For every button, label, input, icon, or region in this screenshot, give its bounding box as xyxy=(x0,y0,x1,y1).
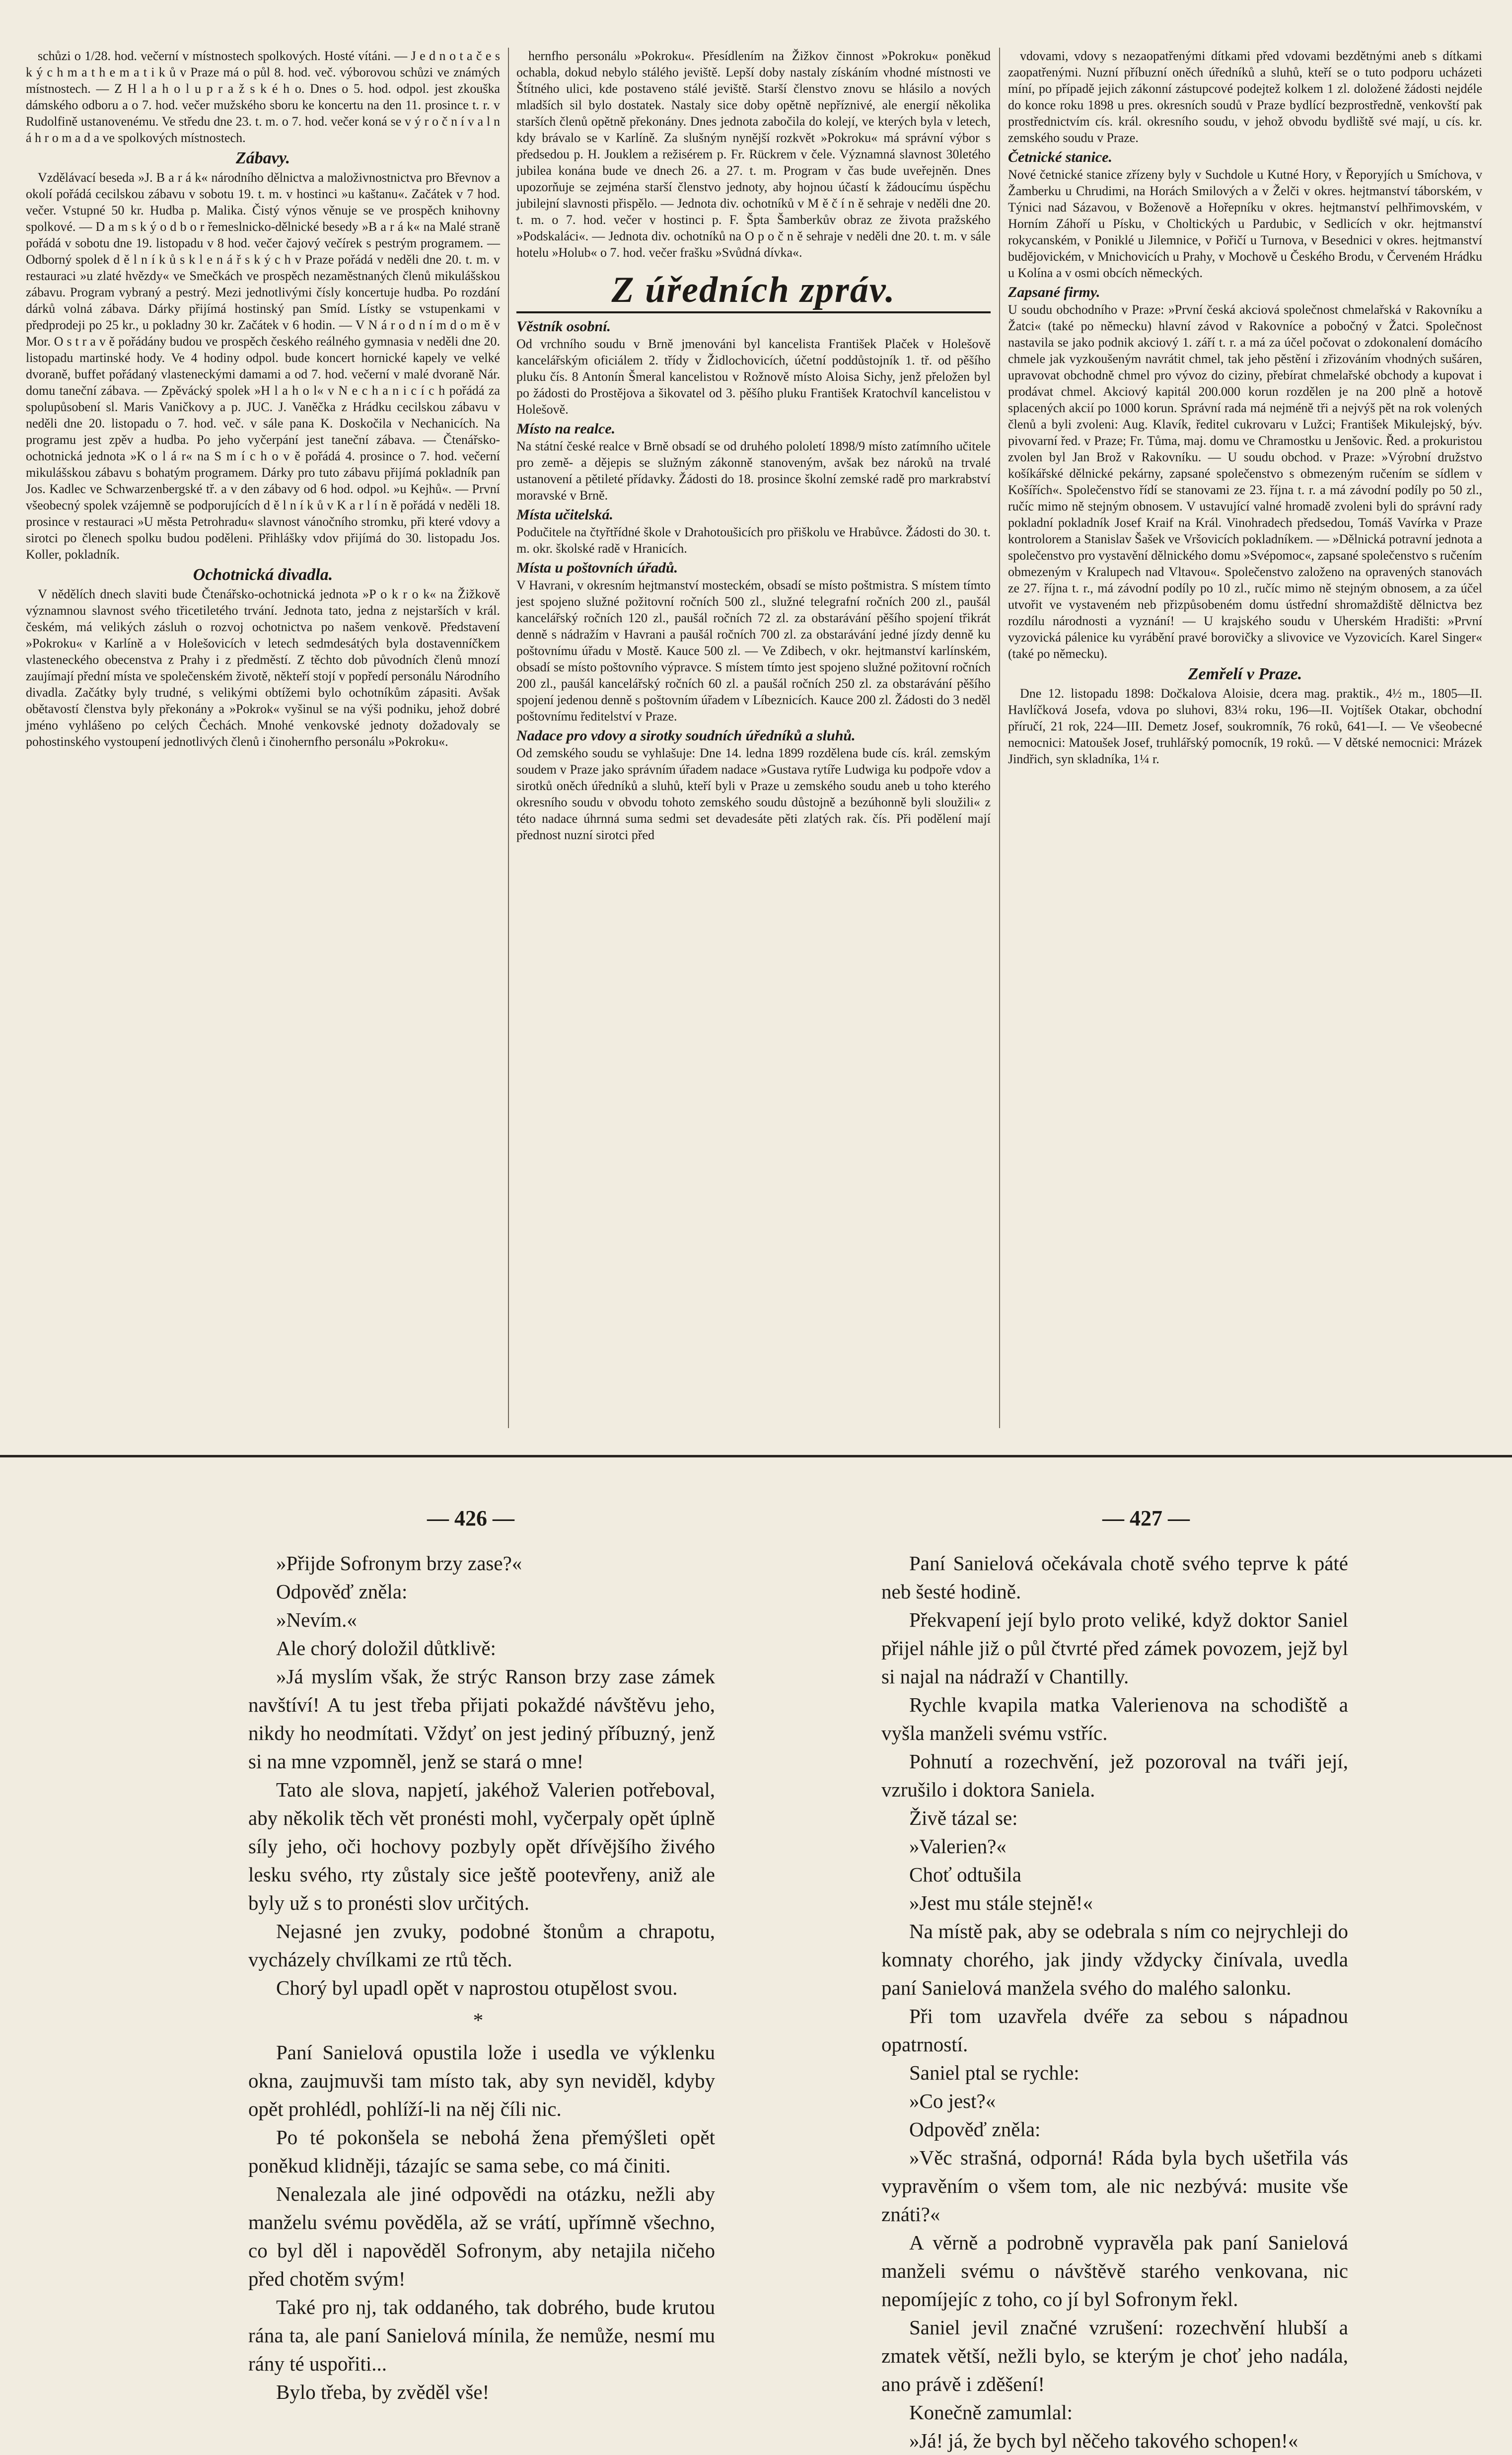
paragraph: Pohnutí a rozechvění, jež pozoroval na tváři její, vzrušilo i doktora Saniela. xyxy=(881,1750,1348,1801)
paragraph: »Nevím.« xyxy=(276,1608,357,1631)
subsection-heading: Zapsané firmy. xyxy=(1008,284,1100,300)
section-heading: Ochotnická divadla. xyxy=(193,566,333,584)
paragraph: vdovami, vdovy s nezaopatřenými dítkami před vdovami bezdětnými aneb s dítkami zaopatřenými. Nuzní příbuzní oněch úředníků a sluhů, kteří se o tuto podporu ucházeti míní, po případě jejich zákonní zástupcové podejtež kolkem 1 zl. doložené žádosti nejdéle do konce roku 1898 u pres. okresních soudů v Praze bydlící bezprostředně, venkovští pak prostřednictvím cís. král. okresního soudu, v jehož obvodu bydliště své mají, u cís. kr. zemského soudu v Praze. xyxy=(1008,49,1482,145)
paragraph: Odpověď zněla: xyxy=(909,2118,1041,2141)
paragraph: Dne 12. listopadu 1898: Dočkalova Aloisie, dcera mag. praktik., 4½ m., 1805—II. Havlíčková Josefa, vdova po sluhovi, 83¼ roku, 196—II. Vojtíšek Otakar, obchodní příručí, 21 rok, 224—III. Demetz Josef, soukromník, 76 roků, 641—I. — Ve všeobecné nemocnici: Matoušek Josef, truhlářský pomocník, 19 roků. — V dětské nemocnici: Mrázek Jindřich, syn skladníka, 1¼ r. xyxy=(1008,686,1482,766)
paragraph: Od vrchního soudu v Brně jmenováni byl kancelista František Plaček v Holešově kancelářským oficiálem 2. třídy v Židlochovicích, účetní poddůstojník 1. tř. od pěšího pluku čís. 8 Antonín Šmeral kancelistou v Rožnově místo Aloisa Sichy, jenž přeložen byl po žádosti do Prostějova a šikovatel od 3. pěšího pluku František Kratochvíl kancelistou v Holešově. xyxy=(516,337,991,417)
paragraph: Rychle kvapila matka Valerienova na schodiště a vyšla manželi svému vstříc. xyxy=(881,1693,1348,1744)
column-3 xyxy=(1008,48,1482,1433)
subsection-heading: Nadace pro vdovy a sirotky soudních úředníků a sluhů. xyxy=(516,727,856,744)
subsection-heading: Věstník osobní. xyxy=(516,318,611,335)
paragraph: Na státní české realce v Brně obsadí se od druhého pololetí 1898/9 místo zatímního učitele pro země- a dějepis se služným zákonně stanoveným, avšak bez nároků na trvalé ustanovení a pětileté přídavky. Žádosti do 18. prosince školní zemské radě pro markrabství moravské v Brně. xyxy=(516,439,991,503)
paragraph: Na místě pak, aby se odebrala s ním co nejrychleji do komnaty chorého, jak jindy vždycky činívala, uvedla paní Sanielová manžela svého do malého salonku. xyxy=(881,1920,1348,1999)
subsection-heading: Místa u poštovních úřadů. xyxy=(516,560,678,576)
paragraph: Nenalezala ale jiné odpovědi na otázku, nežli aby manželu svému pověděla, až se vrátí, upřímně všechno, co byl děl i napověděl Sofronym, aby netajila ničeho před chotěm svým! xyxy=(248,2182,715,2290)
page-number-right: — 427 — xyxy=(1102,1506,1190,1530)
fold-divider xyxy=(0,1455,1512,1457)
novel-text-right xyxy=(881,1549,1348,2452)
column-divider-2 xyxy=(999,48,1000,1428)
subsection-heading: Místo na realce. xyxy=(516,421,616,437)
paragraph: V nědělích dnech slaviti bude Čtenářsko-ochotnická jednota »P o k r o k« na Žižkově významnou slavnost svého třicetiletého trvání. Jednota tato, jedna z nejstarších v král. českém, má velikých zásluh o rozvoj ochotnictva po našem venkově. Představení »Pokroku« v Karlíně a v Holešovicích v letech sedmdesátých byla dostavenníčkem vlasteneckého obecenstva z Prahy i z předměstí. Z těchto dob původních členů mnozí zaujímají přední místa ve společenském životě, někteří stojí v popředí personálu Národního divadla. Začátky byly trudné, s velikými obtížemi bylo ochotníkům zápasiti. Avšak obětavostí členstva byly překonány a »Pokrok« vyšinul se na výši podniku, jehož dobré jméno vyhlášeno po celých Čechách. Mnohé venkovské jednoty dožadovaly se pohostinského vystoupení jednotlivých členů i činohernfho personálu »Pokroku«. xyxy=(26,587,500,749)
paragraph: A věrně a podrobně vypravěla pak paní Sanielová manželi svému o návštěvě starého venkovana, nic nepomíjejíc z toho, co jí byl Sofronym řekl. xyxy=(881,2231,1348,2311)
paragraph: Chorý byl upadl opět v naprostou otupělost svou. xyxy=(276,1976,678,1999)
paragraph: Při tom uzavřela dvéře za sebou s nápadnou opatrností. xyxy=(881,2005,1348,2056)
column-2 xyxy=(516,48,991,1433)
paragraph: »Jest mu stále stejně!« xyxy=(909,1891,1093,1914)
paragraph: Vzdělávací beseda »J. B a r á k« národního dělnictva a maloživnostnictva pro Břevnov a okolí pořádá cecilskou zábavu v sobotu 19. t. m. v hostinci »u kaštanu«. Začátek v 7 hod. večer. Vstupné 50 kr. Hudba p. Malika. Čistý výnos věnuje se ve prospěch knihovny spolkové. — D a m s k ý o d b o r řemeslnicko-dělnické besedy »B a r á k« na Malé straně pořádá v sobotu dne 19. listopadu v 8 hod. večer čajový večírek s pestrým programem. — Odborný spolek d ě l n í k ů s k l e n á ř s k ý c h v Praze pořádá v neděli dne 20. t. m. v restauraci »u zlaté hvězdy« ve Smečkách ve prospěch nezaměstnaných členů mikulášskou zábavu. Program vybraný a pestrý. Mezi jednotlivými čísly koncertuje hudba. Po rozdání dárků volná zábava. Dárky přijímá hostinský pan Smíd. Lístky se vstupenkami v předprodeji po 25 kr., u pokladny 30 kr. Začátek v 6 hodin. — V N á r o d n í m d o m ě v Mor. O s t r a v ě pořádány budou ve prospěch českého reálného gymnasia v neděli dne 20. listopadu martinské hody. Ve 4 hodiny odpol. bude koncert hornické kapely ve velké dvoraně, buffet pořádaný vlasteneckými damami a od 7. hod. večerní v malé dvoraně Nár. domu taneční zábava. — Zpěvácký spolek »H l a h o l« v N e c h a n i c í c h pořádá za spolupůsobení sl. Maris Vaničkovy a p. JUC. J. Vaněčka z Hrádku cecilskou zábavu v neděli dne 20. listopadu o 7. hod. več. v sále pana K. Doskočila v Nechanicích. Na programu jest zpěv a hudba. Po jeho vyčerpání jest taneční zábava. — Čtenářsko-ochotnická jednota »K o l á r« na S m í c h o v ě pořádá 4. prosince o 7. hod. večerní mikulášskou zábavu s bohatým programem. Dárky pro tuto zábavu přijímá pokladník pan Jos. Kadlec ve Schwarzenbergské tř. a v den zábavy od 6 hod. odpol. »u Kejhů«. — První všeobecný spolek vzájemně se podporujících d ě l n í k ů v K a r l í n ě pořádá v neděli 18. prosince v restauraci »U města Petrohradu« slavnost vánočního stromku, při které vdovy a sirotci po členech spolku budou poděleni. Přihlášky vdov přijímá do 30. listopadu Jos. Koller, pokladník. xyxy=(26,170,500,562)
paragraph: »Co jest?« xyxy=(909,2090,996,2112)
paragraph: Paní Sanielová opustila lože i usedla ve výklenku okna, zaujmuvši tam místo tak, aby syn neviděl, kdyby opět prohlédl, pohlíží-li na něj číli nic. xyxy=(248,2041,715,2120)
paragraph: Nejasné jen zvuky, podobné štonům a chrapotu, vycházely chvílkami ze rtů těch. xyxy=(248,1920,715,1971)
paragraph: Živě tázal se: xyxy=(909,1806,1018,1829)
paragraph: Bylo třeba, by zvěděl vše! xyxy=(276,2381,490,2403)
section-separator: * xyxy=(473,2009,491,2031)
paragraph: schůzi o 1/28. hod. večerní v místnostech spolkových. Hosté vítáni. — J e d n o t a č e s k ý c h m a t h e m a t i k ů v Praze má o půl 8. hod. več. výborovou schůzi ve známých místnostech. — Z H l a h o l u p r a ž s k é h o. Dnes o 5. hod. odpol. jest zkouška dámského odboru a o 7. hod. večer mužského sboru ke koncertu na den 11. prosince t. r. v Rudolfině ustanovenému. Ve středu dne 23. t. m. o 7. hod. večer koná se v ý r o č n í v a l n á h r o m a d a ve spolkových místnostech. xyxy=(26,49,500,145)
paragraph: V Havrani, v okresním hejtmanství mosteckém, obsadí se místo poštmistra. S místem tímto jest spojeno služné požitovní ročních 500 zl., služné telegrafní ročních 200 zl., paušál kancelářský ročních 120 zl., paušál ročních 72 zl. za obstarávání pěšího spojení třikrát denně s nádražím v Havrani a paušál ročních 700 zl. za obstarávání jedné jízdy denně ku poštovnímu úřadu v Mostě. Kauce 500 zl. — Ve Zdibech, v okr. hejtmanství karlínském, obsadí se místo poštovního výpravce. S místem tímto jest spojeno služné požitovní ročních 200 zl., paušál kancelářský ročních 60 zl. a paušál ročních 250 zl. za obstarávání pěšího spojení jedenou denně s poštovním úřadem v Líbeznicích. Kauce 200 zl. Žádosti do 3 neděl poštovnímu ředitelství v Praze. xyxy=(516,578,991,723)
paragraph: Tato ale slova, napjetí, jakéhož Valerien potřeboval, aby několik těch vět pronésti mohl, vyčerpaly opět úplně síly jeho, oči hochovy pozbyly opět dřívějšího živého lesku svého, rty zůstaly sice ještě pootevřeny, aniž ale byly už s to pronésti slov určitých. xyxy=(248,1778,715,1914)
paragraph: Choť odtušila xyxy=(909,1863,1021,1886)
paragraph: Překvapení její bylo proto veliké, když doktor Saniel přijel náhle již o půl čtvrté před zámek povozem, jejž byl si najal na nádraží v Chantilly. xyxy=(881,1608,1348,1688)
paragraph: Paní Sanielová očekávala chotě svého teprve k páté neb šesté hodině. xyxy=(881,1552,1348,1603)
paragraph: Nové četnické stanice zřízeny byly v Suchdole u Kutné Hory, v Řeporyjích u Smíchova, v Žamberku u Chrudimi, na Horách Smilových a v Želči v okres. hejtmanství táborském, v Týnici nad Sázavou, v Boženově a Hořepníku v okres. hejtmanství pelhřimovském, v Horním Záhoří u Písku, v Choltických u Pardubic, v Sedlicích v okr. hejtmanství rokycanském, v Poniklé u Jilemnice, v Pořičí u Turnova, v Besednici v okres. hejtmanství budějovickém, v Mnichovicích u Prahy, v Mochově u Českého Brodu, v Červeném Hrádku u Kolína a v osmi obcích německých. xyxy=(1008,167,1482,280)
paragraph: »Já myslím však, že strýc Ranson brzy zase zámek navštíví! A tu jest třeba přijati pokaždé návštěvu jeho, nikdy ho neodmítati. Vždyť on jest jediný příbuzný, jenž si na mne vzpomněl, jenž se stará o mne! xyxy=(248,1665,715,1773)
paragraph: U soudu obchodního v Praze: »První česká akciová společnost chmelařská v Rakovníku a Žatci« (také po německu) hlavní závod v Rakovníce a pobočný v Žatci. Společnost nastavila se jako podnik akciový 1. září t. r. a má za účel počovat o zdokonalení domácího chmele jak vyzkoušeným navrátit chmel, tak jeho pěstění i zřizováním vhodných sušáren, upravovat obchodně chmel pro vývoz do ciziny, přebírat chmelařské obchody a kupovat i prodávat chmel. Akciový kapitál 200.000 korun rozdělen je na 200 plně a hotově splacených akcií po 1000 korun. Správní rada má nejméně tři a nejvýš pět na rok volených členů a byli zvoleni: Aug. Klavík, ředitel cukrovaru v Lužci; František Mikulejský, býv. pivovarní řed. v Praze; Fr. Tůma, maj. domu ve Chramostku u Jenšovic. Řed. a prokuristou zvolen byl Jan Brož v Rakovníku. — U soudu obchod. v Praze: »Výrobní družstvo košíkářské dělnické pekárny, zapsané společenstvo s obmezeným ručením se sídlem v Košířích«. Společenstvo řídí se stanovami ze 23. října t. r. a má závodní podíly po 50 zl., ručíc mimo ně stejným obnosem. V ustavující valné hromadě zvoleni byli do správní rady pokladní pokladník Josef Kraif na Král. Vinohradech předsedou, Tomáš Vavírka v Praze kontrolorem a Stanislav Šašek ve Vršovicích pokladníkem. — »Dělnická potravní jednota a společenstvo pro vystavění dělnického domu »Svépomoc«, zapsané společenstvo s ručením obmezeným v Kralupech nad Vltavou«. Společenstvo založeno na opravených stanovách ze 27. října t. r., má závodní podíly po 10 zl., ručíc mimo ně stejným obnosem, a za účel utvořit ve vystaveném neb přizpůsobeném domu ústřední shromaždiště dělnictva bez rozdílu národnosti a vyznání! — U krajského soudu v Uherském Hradišti: »První vyzovická pálenice ku vyrábění pravé borovičky a slivovice ve Vyzovicích. Karel Singer« (také po německu). xyxy=(1008,302,1482,661)
paragraph: Konečně zamumlal: xyxy=(909,2401,1073,2424)
paragraph: Po té pokonšela se nebohá žena přemýšleti opět poněkud klidněji, tázajíc se sama sebe, co má činiti. xyxy=(248,2126,715,2177)
subsection-heading: Četnické stanice. xyxy=(1008,149,1112,165)
paragraph: Od zemského soudu se vyhlašuje: Dne 14. ledna 1899 rozdělena bude cís. král. zemským soudem v Praze jako správním úřadem nadace »Gustava rytíře Ludwiga ku podpoře vdov a sirotků oněch úředníků a sluhů, kteří byli v Praze u zemského soudu aneb u toho kterého okresního soudu v obvodu tohoto zemského soudu důstojně a bezúhonně byli sloužili« z této nadace úhrnná suma sedmi set devadesáte pěti zlatých rak. čís. Při podělení mají přednost nuzní sirotci před xyxy=(516,746,991,842)
paragraph: »Já! já, že bych byl něčeho takového schopen!« xyxy=(909,2429,1298,2452)
paragraph: Saniel jevil značné vzrušení: rozechvění hlubší a zmatek větší, nežli bylo, se kterým je choť jeho nadála, ano právě i zděšení! xyxy=(881,2316,1348,2395)
paragraph: Také pro nj, tak oddaného, tak dobrého, bude krutou rána ta, ale paní Sanielová mínila, že nemůže, nesmí mu rány té uspořiti... xyxy=(248,2296,715,2375)
paragraph: Podučitele na čtyřtřídné škole v Drahotoušicích pro přiškolu ve Hrabůvce. Žádosti do 30. t. m. okr. školské radě v Hranicích. xyxy=(516,525,991,556)
column-1 xyxy=(26,48,500,1433)
paragraph: hernfho personálu »Pokroku«. Přesídlením na Žižkov činnost »Pokroku« poněkud ochabla, dokud nebylo stálého jeviště. Lepší doby nastaly získáním vhodné místnosti ve Štítného ulici, kde postaveno stálé jeviště. Starší členstvo znovu se hlásilo a nových mladších sil bylo dostatek. Nastaly sice doby opětně nepříznivé, ale energií několika starších členů opětně překonány. Dnes jednota zabočila do kolejí, ve kterých byla v letech, kdy brávalo se v Karlíně. Za slušným nynější rozkvět »Pokroku« má správní výbor s předsedou p. H. Jouklem a režisérem p. Fr. Rückrem v čele. Významná slavnost 30letého jubilea konána bude ve dnech 26. a 27. t. m. Program v čas bude uveřejněn. Dnes upozorňuje se zejména starší členstvo jednoty, aby hojnou účastí k žádoucímu úspěchu jubilejní slavnosti přispělo. — Jednota div. ochotníků v M ě č í n ě sehraje v neděli dne 20. t. m. o 7. hod. večer v hostinci p. F. Špta Šamberkův obraz ze života pražského »Podskaláci«. — Jednota div. ochotníků na O p o č n ě sehraje v neděli dne 20. t. m. v sále hotelu »Holub« o 7. hod. večer frašku »Svůdná dívka«. xyxy=(516,49,991,260)
section-heading: Zábavy. xyxy=(235,149,290,167)
paragraph: Odpověď zněla: xyxy=(276,1580,408,1603)
subsection-heading: Místa učitelská. xyxy=(516,506,614,523)
section-heading: Zemřelí v Praze. xyxy=(1188,665,1302,683)
paragraph: Ale chorý doložil důtklivě: xyxy=(276,1637,496,1660)
main-heading: Z úředních zpráv. xyxy=(516,269,991,313)
page-number-left: — 426 — xyxy=(427,1506,514,1530)
paragraph: Saniel ptal se rychle: xyxy=(909,2061,1080,2084)
column-divider-1 xyxy=(508,48,509,1428)
paragraph: »Valerien?« xyxy=(909,1835,1007,1858)
paragraph: »Věc strašná, odporná! Ráda byla bych ušetřila vás vypravěním o všem tom, ale nic nezbývá: musite vše znáti?« xyxy=(881,2146,1348,2226)
novel-text-left xyxy=(248,1549,715,2403)
paragraph: »Přijde Sofronym brzy zase?« xyxy=(276,1552,522,1575)
